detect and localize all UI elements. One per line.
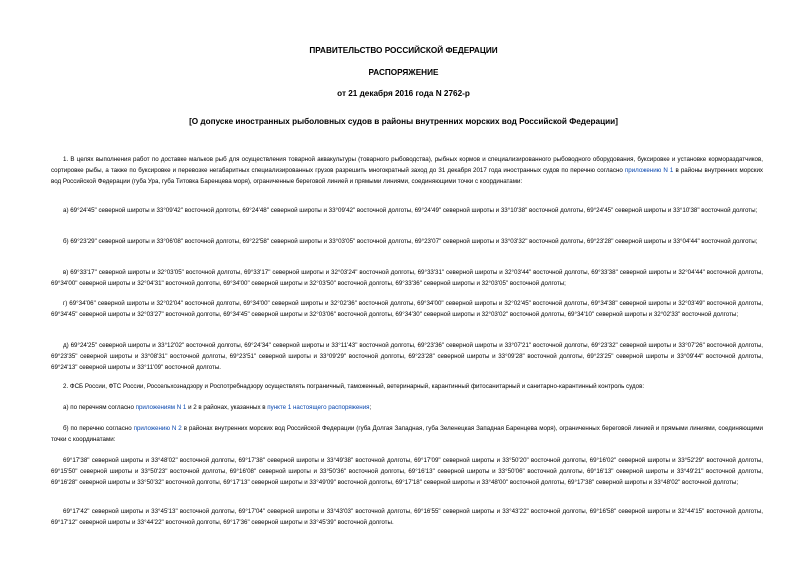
government-heading: ПРАВИТЕЛЬСТВО РОССИЙСКОЙ ФЕДЕРАЦИИ	[309, 46, 498, 55]
appendix-1-link[interactable]: приложениям N 1	[135, 404, 187, 411]
document-title: [О допуске иностранных рыболовных судов в районы внутренних морских вод Российской Федерации]	[189, 117, 618, 126]
date-number-line: от 21 декабря 2016 года N 2762-р	[337, 89, 470, 98]
paragraph-2b-text-start: б) по перечню согласно	[63, 425, 134, 432]
paragraph-2a-text-mid: и 2 в районах, указанных в	[186, 404, 268, 411]
appendix-1-link[interactable]: приложению N 1	[624, 167, 674, 174]
paragraph-2a-text-end: ;	[369, 404, 372, 411]
paragraph-2b	[51, 423, 763, 445]
item-v-coordinates: в) 69°33'17" северной широты и 32°03'05" восточной долготы, 69°33'17" северной широты и 32°03'24" восточной долготы, 69°33'31" северной широты и 32°03'44" восточной долготы, 69°33'38" северной широты и 32°04'44" восточной долготы, 69°34'00" северной широты и 32°04'31" восточной долготы, 69°34'00" северной широты и 32°03'50" восточной долготы, 69°33'36" северной широты и 32°03'05" восточной долготы;	[51, 269, 763, 287]
appendix-2-link[interactable]: приложению N 2	[133, 425, 182, 432]
item-a-coordinates: а) 69°24'45" северной широты и 33°09'42" восточной долготы, 69°24'48" северной широты и 33°09'42" восточной долготы, 69°24'49" северной широты и 33°10'38" восточной долготы, 69°24'45" северной широты и 33°10'38" восточной долготы;	[63, 207, 758, 214]
item-b-coordinates: б) 69°23'29" северной широты и 33°06'08" восточной долготы, 69°22'58" северной широты и 33°03'05" восточной долготы, 69°23'07" северной широты и 33°03'32" восточной долготы, 69°23'28" северной широты и 33°04'44" восточной долготы;	[63, 238, 758, 245]
paragraph-1-text-end: в районы внутренних морских вод Российской Федерации (губа Ура, губа Титовка Баренцева моря), ограниченные береговой линией и прямыми линиями, соединяющими точки с координатами:	[51, 167, 763, 185]
coordinates-list-2: 69°17'42" северной широты и 33°45'13" восточной долготы, 69°17'04" северной широты и 33°43'03" восточной долготы, 69°16'55" северной широты и 33°43'22" восточной долготы, 69°16'58" северной широты и 32°44'15" восточной долготы, 69°17'12" северной широты и 33°44'22" восточной долготы, 69°17'36" северной широты и 33°45'39" восточной долготы.	[51, 508, 763, 526]
paragraph-1-text-start: 1. В целях выполнения работ по доставке мальков рыб для осуществления товарной аквакультуры (товарного рыбоводства), рыбных кормов и специализированного рыбоводного оборудования, буксировке и установке кормораздатчиков, сортировке рыбы, а также по буксировке и перевозке негабаритных специализированных грузов разрешить многократный заход до 31 декабря 2017 года иностранных судов по перечню согласно	[51, 156, 763, 174]
paragraph-1	[51, 154, 763, 187]
paragraph-2a-text-start: а) по перечням согласно	[63, 404, 136, 411]
paragraph-2: 2. ФСБ России, ФТС России, Россельхознадзору и Роспотребнадзору осуществлять пограничный, таможенный, ветеринарный, карантинный фитосанитарный и санитарно-карантинный контроль судов:	[63, 383, 645, 390]
point-1-link[interactable]: пункте 1 настоящего распоряжения	[267, 404, 370, 411]
document-type-heading: РАСПОРЯЖЕНИЕ	[368, 68, 439, 77]
item-d-coordinates: д) 69°24'25" северной широты и 33°12'02" восточной долготы, 69°24'34" северной широты и 33°11'43" восточной долготы, 69°23'36" северной широты и 33°07'21" восточной долготы, 69°23'32" северной широты и 33°07'26" восточной долготы, 69°23'35" северной широты и 33°08'31" восточной долготы, 69°23'51" северной широты и 33°09'29" восточной долготы, 69°23'28" северной широты и 33°09'28" восточной долготы, 69°23'25" северной широты и 33°09'44" восточной долготы, 69°24'13" северной широты и 33°11'09" восточной долготы.	[51, 342, 763, 371]
item-g-coordinates: г) 69°34'06" северной широты и 32°02'04" восточной долготы, 69°34'00" северной широты и 32°02'36" восточной долготы, 69°34'00" северной широты и 32°02'45" восточной долготы, 69°34'38" северной широты и 32°03'49" восточной долготы, 69°34'45" северной широты и 32°03'27" восточной долготы, 69°34'45" северной широты и 32°03'06" восточной долготы, 69°34'30" северной широты и 32°03'02" восточной долготы, 69°34'10" северной широты и 32°02'33" восточной долготы;	[51, 300, 763, 318]
coordinates-list-1: 69°17'38" северной широты и 33°48'02" восточной долготы, 69°17'38" северной широты и 33°49'38" восточной долготы, 69°17'09" северной широты и 33°50'20" восточной долготы, 69°16'02" северной широты и 33°52'29" восточной долготы, 69°15'50" северной широты и 33°50'23" восточной долготы, 69°16'08" северной широты и 33°50'36" восточной долготы, 69°16'13" северной широты и 33°50'06" восточной долготы, 69°16'13" северной широты и 33°49'21" восточной долготы, 69°16'28" северной широты и 33°50'32" восточной долготы, 69°17'13" северной широты и 33°49'09" восточной долготы, 69°17'18" северной широты и 33°48'00" восточной долготы, 69°17'38" северной широты и 33°48'02" восточной долготы;	[51, 457, 763, 486]
paragraph-2a	[51, 402, 763, 413]
paragraph-2b-text-end: в районах внутренних морских вод Российской Федерации (губа Долгая Западная, губа Зеленецкая Западная Баренцева моря), ограниченных береговой линией и прямыми линиями, соединяющими точки с координатами:	[51, 425, 763, 443]
